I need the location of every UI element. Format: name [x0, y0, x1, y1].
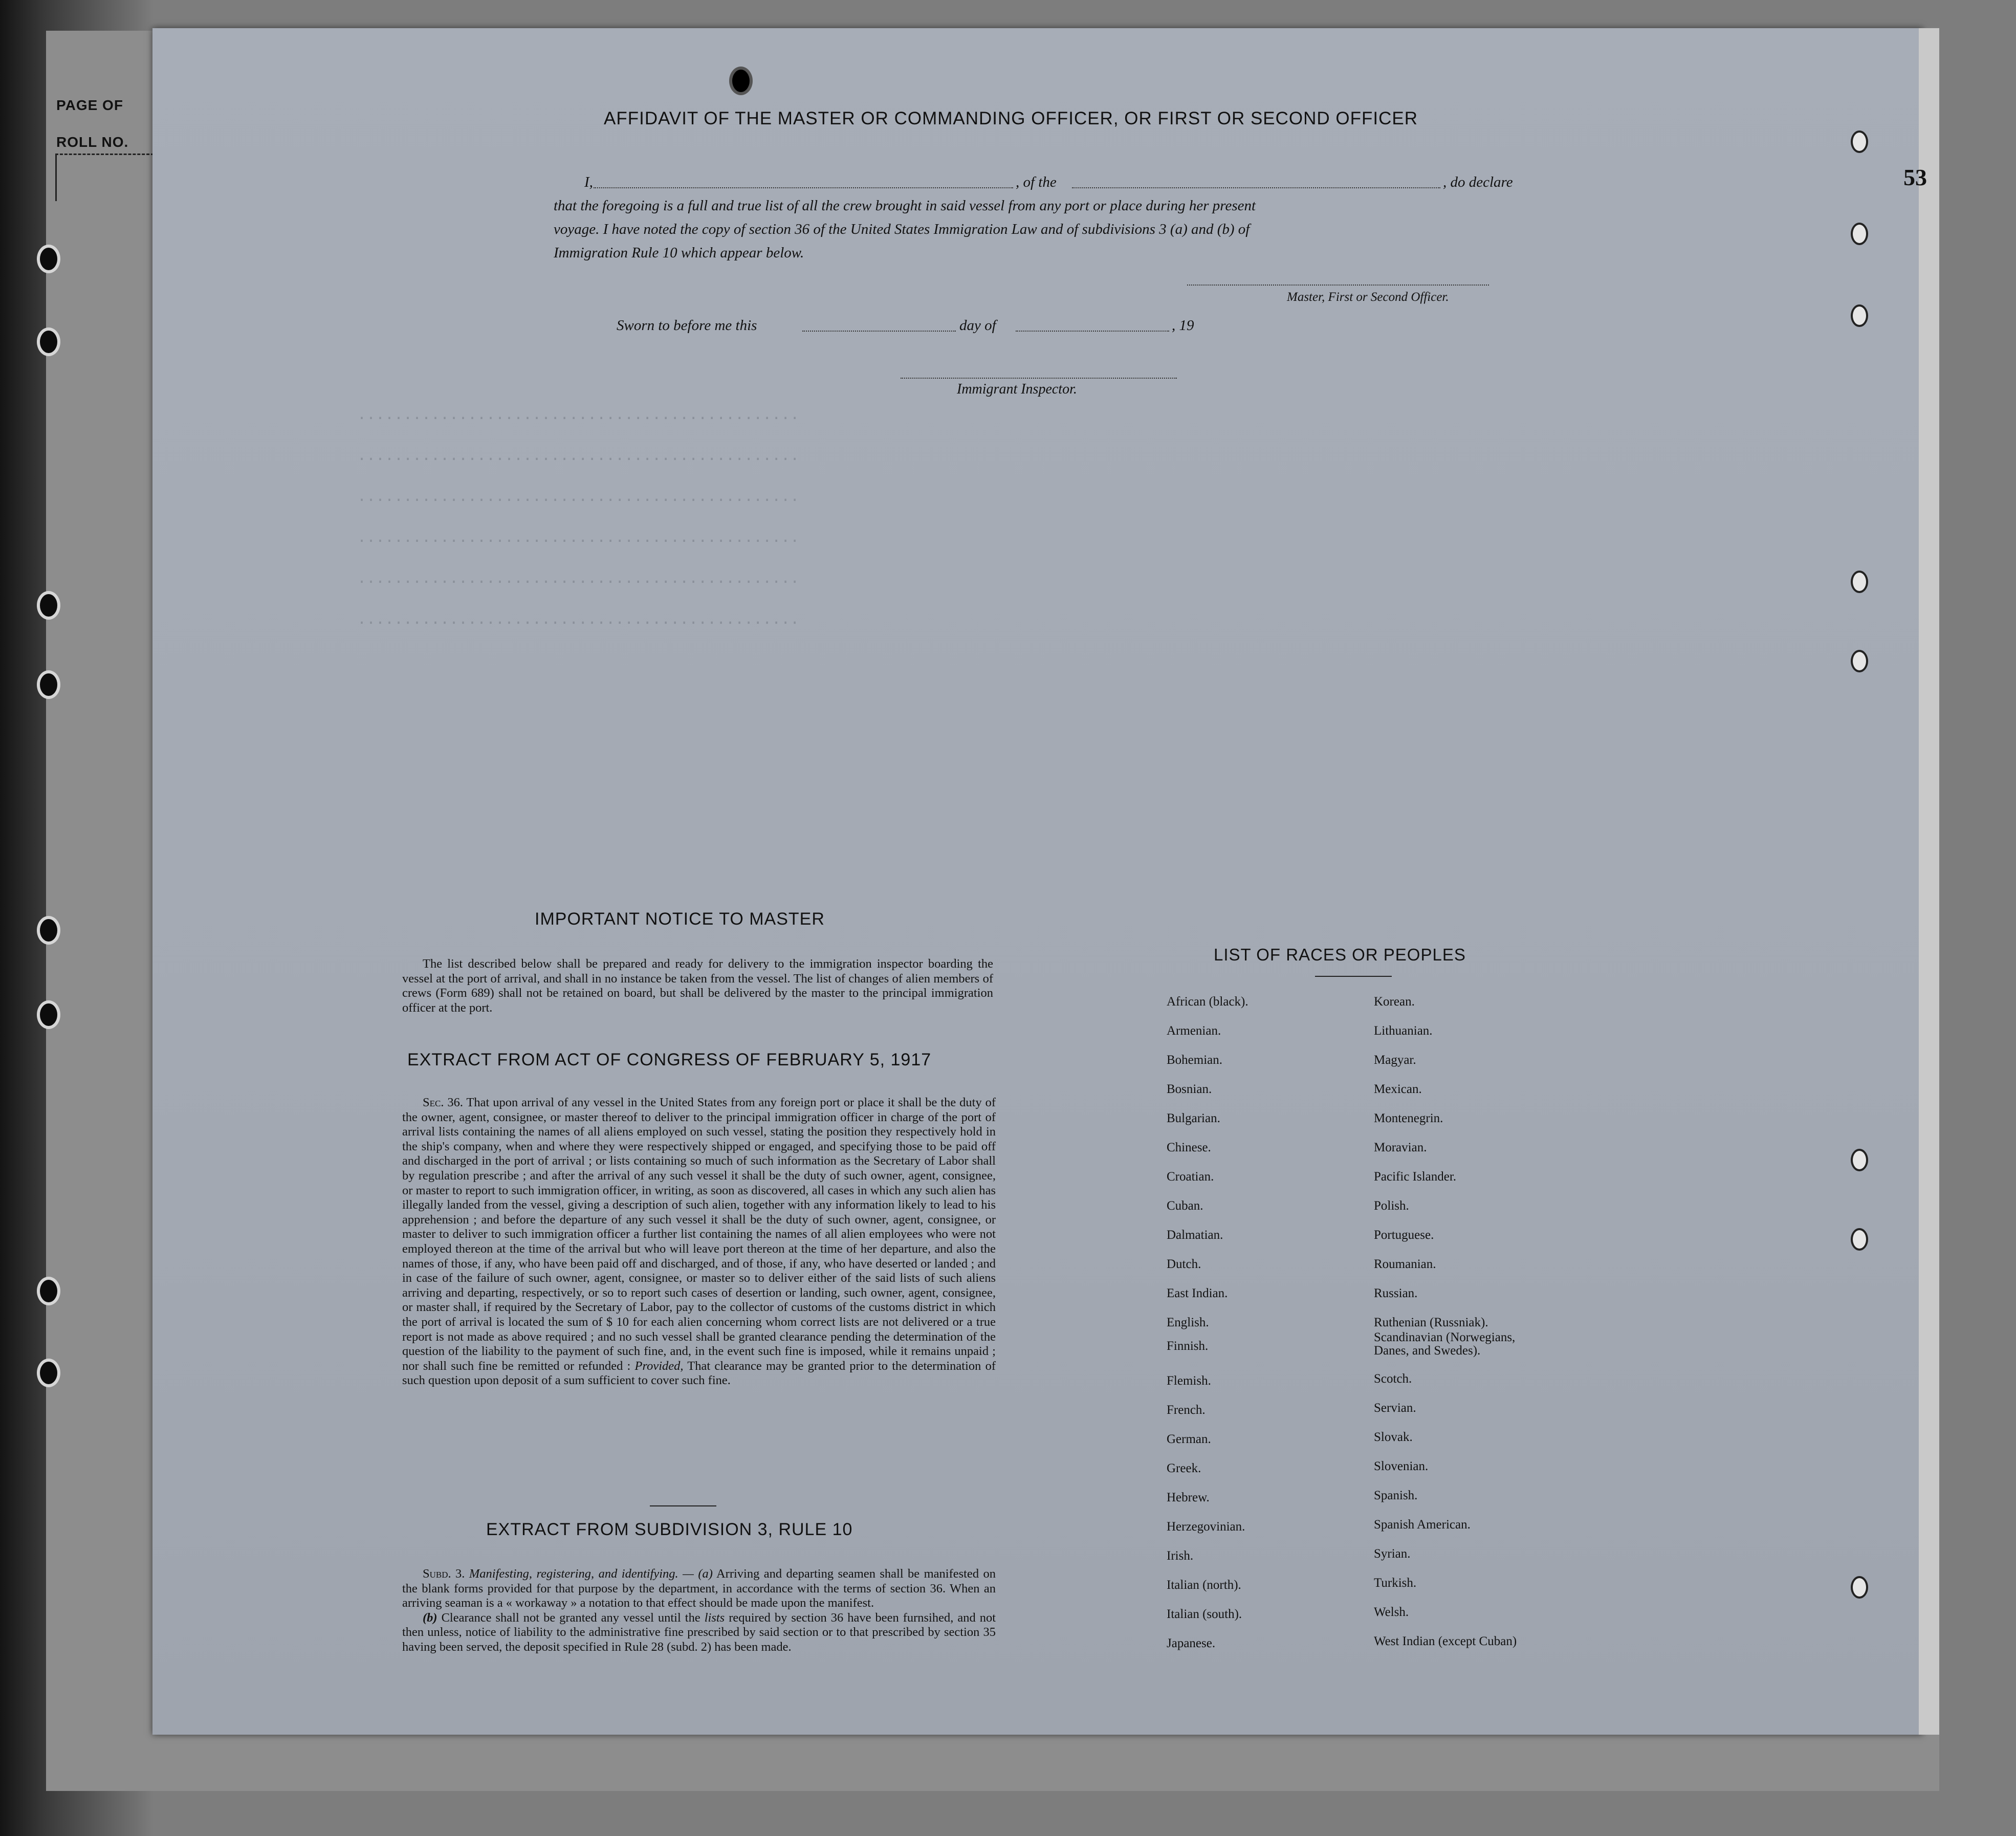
binding-hole: [37, 245, 60, 273]
race-item: Herzegovinian.: [1167, 1520, 1245, 1534]
race-item: Mexican.: [1374, 1082, 1422, 1096]
rule10-a-text: Arriving and departing seamen shall be manifested on the blank forms provided for that purpose by the department, in accordance with the terms of section 36. When an arriving seaman is a « workaway » a notation to that effect should be made upon the manifest.: [402, 1567, 996, 1610]
signature-blank: [1187, 285, 1489, 286]
race-item: Irish.: [1167, 1549, 1194, 1563]
affidavit-i: I,: [584, 174, 593, 190]
races-divider: [1315, 976, 1392, 977]
race-item: Moravian.: [1374, 1141, 1427, 1154]
race-item: Welsh.: [1374, 1605, 1409, 1619]
race-item: Bulgarian.: [1167, 1111, 1220, 1125]
race-item: Korean.: [1374, 995, 1415, 1009]
act-proviso-label: Provided,: [634, 1359, 684, 1373]
binding-hole: [1851, 130, 1868, 153]
race-item: Portuguese.: [1374, 1228, 1434, 1242]
sworn-day-blank: [802, 331, 956, 332]
race-item: Polish.: [1374, 1199, 1409, 1213]
sworn-day-label: day of: [959, 317, 996, 334]
race-item: Chinese.: [1167, 1141, 1211, 1154]
bleed-through-row: ................................................: [357, 571, 800, 588]
rule10-b-text-2: required by section 36 have been furnsihed, and not then unless, notice of liability to the administrative fine prescribed by said section or to that prescribed by section 35 having been served, the deposit specified in Rule 28 (subd. 2) has been made.: [402, 1610, 996, 1654]
rule10-title: EXTRACT FROM SUBDIVISION 3, RULE 10: [486, 1520, 853, 1539]
affidavit-declare: , do declare: [1443, 174, 1513, 190]
rule10-subd-label: Subd. 3.: [423, 1567, 465, 1581]
page-roll-stamp: [56, 87, 138, 161]
stamp-roll-label: ROLL NO.: [56, 134, 129, 150]
act-proviso-text: That clearance may be granted prior to the determination of such question upon deposit of a sum sufficient to cover such fine.: [402, 1359, 996, 1388]
stamp-box: [55, 154, 154, 201]
rule10-b-lists: lists: [704, 1610, 725, 1625]
binding-hole: [1851, 1576, 1868, 1599]
races-right-column: [1374, 995, 1548, 1664]
race-item: Flemish.: [1167, 1374, 1211, 1388]
stamp-page-label: PAGE OF: [56, 97, 123, 113]
race-item: Lithuanian.: [1374, 1024, 1433, 1038]
bleed-through-row: ................................................: [357, 407, 800, 424]
rule10-subd-heading: Manifesting, registering, and identifying. —: [469, 1567, 694, 1581]
sworn-year: , 19: [1172, 317, 1194, 334]
notice-text: [402, 957, 993, 1015]
race-item: Spanish.: [1374, 1489, 1418, 1502]
bleed-through-row: ................................................: [357, 611, 800, 629]
binding-hole: [1851, 571, 1868, 593]
rule10-text: [402, 1567, 996, 1655]
inspector-label: Immigrant Inspector.: [957, 381, 1077, 397]
affidavit-line-3: voyage. I have noted the copy of section 36 of the United States Immigration Law and of subdivisions 3 (a) and (b) of: [554, 221, 1250, 237]
race-item: Bosnian.: [1167, 1082, 1212, 1096]
binding-hole: [1851, 1228, 1868, 1251]
act-title: EXTRACT FROM ACT OF CONGRESS OF FEBRUARY 5, 1917: [407, 1050, 932, 1069]
race-item: Ruthenian (Russniak).: [1374, 1316, 1488, 1329]
sheet-edge: [1919, 28, 1939, 1735]
page-number: 53: [1903, 164, 1927, 190]
race-item: Dalmatian.: [1167, 1228, 1223, 1242]
race-item: Spanish American.: [1374, 1518, 1471, 1532]
race-item: Montenegrin.: [1374, 1111, 1443, 1125]
race-item: East Indian.: [1167, 1286, 1228, 1300]
vessel-blank: [1072, 187, 1440, 188]
bleed-through-row: ................................................: [357, 489, 800, 506]
binding-hole: [37, 1000, 60, 1029]
act-body: That upon arrival of any vessel in the United States from any foreign port or place it shall be the duty of the owner, agent, consignee, or master thereof to deliver to the principal immigration officer in charge of the port of arrival lists containing the names of all aliens employed on such vessel, stating the position they respectively hold in the ship's company, when and where they were respectively shipped or engaged, and specifying those to be paid off and discharged in the port of arrival ; or lists containing so much of such information as the Secretary of Labor shall by regulation prescribe ; and after the arrival of any such vessel it shall be the duty of such owner, agent, consignee, or master to report to such immigration officer, in writing, as soon as discovered, all cases in which any such alien has illegally landed from the vessel, giving a description of such alien, together with any information likely to lead to his apprehension ; and before the departure of any such vessel it shall be the duty of such owner, agent, consignee, or master to deliver to such immigration officer a further list containing the names of all alien employees who were not employed thereon at the time of the arrival but who will leave port thereon at the time of her departure, and also the names of those, if any, who have been paid off and discharged, and of those, if any, who have deserted or landed ; and in case of the failure of such owner, agent, consignee, or master so to deliver either of the said lists of such aliens arriving and departing, respectively, or so to report such cases of desertion or landing, such owner, agent, consignee, or master shall, if required by the Secretary of Labor, pay to the collector of customs of the customs district in which the port of arrival is located the sum of $ 10 for each alien concerning whom correct lists are not delivered or a true report is not made as above required ; and no such vessel shall be granted clearance pending the determination of the question of the liability to the payment of such fine, and, in the event such fine is imposed, while it remains unpaid ; nor shall such fine be remitted or refunded :: [402, 1096, 996, 1373]
act-sec-label: Sec. 36.: [423, 1096, 463, 1109]
sworn-prefix: Sworn to before me this: [617, 317, 757, 334]
binding-hole: [37, 1277, 60, 1305]
binding-hole: [1851, 304, 1868, 327]
rule10-a-label: (a): [698, 1567, 713, 1581]
binding-hole: [37, 670, 60, 699]
race-item: Scandinavian (Norwegians, Danes, and Swedes).: [1374, 1330, 1516, 1358]
race-item: Scotch.: [1374, 1372, 1412, 1386]
sworn-month-blank: [1016, 331, 1169, 332]
binding-hole: [1851, 223, 1868, 245]
race-item: Syrian.: [1374, 1547, 1411, 1561]
binding-hole: [1851, 1149, 1868, 1171]
race-item: Magyar.: [1374, 1053, 1416, 1067]
race-item: German.: [1167, 1432, 1211, 1446]
races-title: LIST OF RACES OR PEOPLES: [1214, 945, 1466, 964]
race-item: Roumanian.: [1374, 1257, 1436, 1271]
race-item: African (black).: [1167, 995, 1248, 1009]
race-item: Pacific Islander.: [1374, 1170, 1457, 1184]
race-item: Servian.: [1374, 1401, 1416, 1415]
binding-hole: [1851, 650, 1868, 672]
rule10-b-label: (b): [423, 1610, 437, 1625]
affidavit-title: AFFIDAVIT OF THE MASTER OR COMMANDING OFFICER, OR FIRST OR SECOND OFFICER: [604, 108, 1418, 128]
race-item: Cuban.: [1167, 1199, 1203, 1213]
binding-hole: [37, 327, 60, 356]
race-item: Russian.: [1374, 1286, 1418, 1300]
binding-hole: [37, 916, 60, 945]
inspector-signature-blank: [901, 378, 1177, 379]
bleed-through-row: ................................................: [357, 530, 800, 547]
affidavit-of-the: , of the: [1016, 174, 1057, 190]
notice-title: IMPORTANT NOTICE TO MASTER: [535, 909, 825, 929]
binding-hole: [37, 1359, 60, 1387]
race-item: Croatian.: [1167, 1170, 1214, 1184]
notice-body: The list described below shall be prepared and ready for delivery to the immigration inspector boarding the vessel at the port of arrival, and shall in no instance be taken from the vessel. The list of changes of alien members of crews (Form 689) shall not be retained on board, but shall be delivered by the master to the principal immigration officer at the port.: [402, 957, 993, 1015]
binding-hole: [37, 591, 60, 620]
signer-label: Master, First or Second Officer.: [1287, 290, 1449, 304]
race-item: Greek.: [1167, 1461, 1201, 1475]
race-item: Turkish.: [1374, 1576, 1417, 1590]
race-item: Bohemian.: [1167, 1053, 1223, 1067]
name-blank: [594, 187, 1013, 188]
affidavit-line-4: Immigration Rule 10 which appear below.: [554, 245, 804, 261]
race-item: Slovenian.: [1374, 1459, 1429, 1473]
race-item: Slovak.: [1374, 1430, 1413, 1444]
race-item: Italian (south).: [1167, 1607, 1242, 1621]
race-item: Dutch.: [1167, 1257, 1201, 1271]
act-text: [402, 1096, 996, 1388]
race-item: Hebrew.: [1167, 1491, 1210, 1504]
race-item: Japanese.: [1167, 1636, 1216, 1650]
races-left-column: [1167, 995, 1248, 1666]
race-item: West Indian (except Cuban): [1374, 1634, 1517, 1648]
bleed-through-row: ................................................: [357, 448, 800, 465]
race-item: French.: [1167, 1403, 1206, 1417]
manifest-sheet: [152, 28, 1923, 1735]
race-item: English.: [1167, 1316, 1209, 1329]
affidavit-line-2: that the foregoing is a full and true list of all the crew brought in said vessel from any port or place during her present: [554, 198, 1256, 214]
race-item: Finnish.: [1167, 1339, 1209, 1353]
rule10-b-text-1: Clearance shall not be granted any vessel until the: [441, 1610, 700, 1625]
race-item: Armenian.: [1167, 1024, 1221, 1038]
binding-hole: [729, 67, 753, 95]
section-divider: [650, 1505, 716, 1506]
race-item: Italian (north).: [1167, 1578, 1241, 1592]
